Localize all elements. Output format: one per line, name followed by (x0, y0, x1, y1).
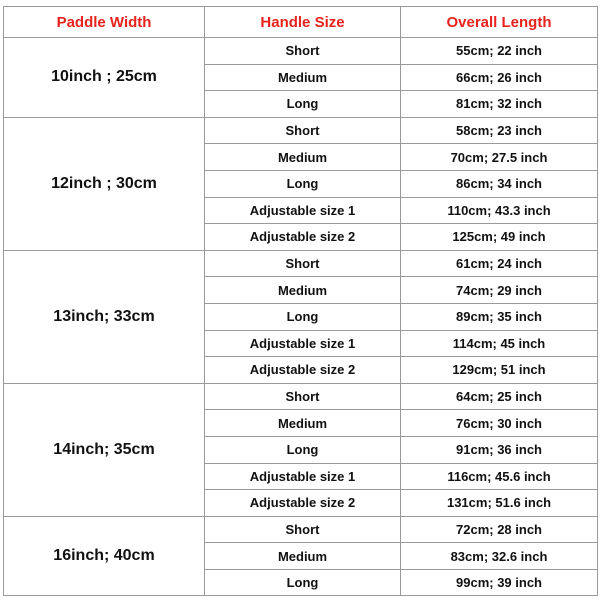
overall-length-cell: 61cm; 24 inch (401, 250, 598, 277)
overall-length-cell: 81cm; 32 inch (401, 91, 598, 118)
table-row (4, 38, 598, 65)
handle-size-cell: Adjustable size 1 (205, 330, 401, 357)
paddle-width-cell: 16inch; 40cm (4, 516, 205, 596)
size-chart-table (3, 6, 598, 596)
handle-size-cell: Medium (205, 64, 401, 91)
handle-size-cell: Adjustable size 2 (205, 224, 401, 251)
handle-size-cell: Medium (205, 144, 401, 171)
paddle-width-cell: 13inch; 33cm (4, 250, 205, 383)
overall-length-cell: 114cm; 45 inch (401, 330, 598, 357)
handle-size-cell: Adjustable size 1 (205, 197, 401, 224)
handle-size-cell: Long (205, 170, 401, 197)
header-handle-size: Handle Size (205, 7, 401, 38)
handle-size-cell: Long (205, 303, 401, 330)
overall-length-cell: 83cm; 32.6 inch (401, 543, 598, 570)
overall-length-cell: 91cm; 36 inch (401, 436, 598, 463)
overall-length-cell: 131cm; 51.6 inch (401, 490, 598, 517)
overall-length-cell: 76cm; 30 inch (401, 410, 598, 437)
paddle-width-cell: 10inch ; 25cm (4, 38, 205, 118)
handle-size-cell: Medium (205, 277, 401, 304)
table-row (4, 516, 598, 543)
handle-size-cell: Short (205, 38, 401, 65)
handle-size-cell: Short (205, 250, 401, 277)
overall-length-cell: 55cm; 22 inch (401, 38, 598, 65)
overall-length-cell: 66cm; 26 inch (401, 64, 598, 91)
overall-length-cell: 58cm; 23 inch (401, 117, 598, 144)
handle-size-cell: Short (205, 516, 401, 543)
overall-length-cell: 125cm; 49 inch (401, 224, 598, 251)
handle-size-cell: Adjustable size 2 (205, 490, 401, 517)
overall-length-cell: 99cm; 39 inch (401, 569, 598, 596)
handle-size-cell: Long (205, 569, 401, 596)
handle-size-cell: Medium (205, 410, 401, 437)
paddle-width-cell: 14inch; 35cm (4, 383, 205, 516)
paddle-width-cell: 12inch ; 30cm (4, 117, 205, 250)
overall-length-cell: 74cm; 29 inch (401, 277, 598, 304)
overall-length-cell: 86cm; 34 inch (401, 170, 598, 197)
overall-length-cell: 72cm; 28 inch (401, 516, 598, 543)
overall-length-cell: 110cm; 43.3 inch (401, 197, 598, 224)
handle-size-cell: Long (205, 436, 401, 463)
handle-size-cell: Adjustable size 2 (205, 357, 401, 384)
overall-length-cell: 70cm; 27.5 inch (401, 144, 598, 171)
header-paddle-width: Paddle Width (4, 7, 205, 38)
handle-size-cell: Adjustable size 1 (205, 463, 401, 490)
header-row (4, 7, 598, 38)
handle-size-cell: Short (205, 117, 401, 144)
handle-size-cell: Medium (205, 543, 401, 570)
handle-size-cell: Long (205, 91, 401, 118)
table-row (4, 383, 598, 410)
overall-length-cell: 89cm; 35 inch (401, 303, 598, 330)
overall-length-cell: 116cm; 45.6 inch (401, 463, 598, 490)
handle-size-cell: Short (205, 383, 401, 410)
overall-length-cell: 129cm; 51 inch (401, 357, 598, 384)
table-body (4, 38, 598, 596)
table-row (4, 117, 598, 144)
overall-length-cell: 64cm; 25 inch (401, 383, 598, 410)
header-overall-length: Overall Length (401, 7, 598, 38)
table-row (4, 250, 598, 277)
